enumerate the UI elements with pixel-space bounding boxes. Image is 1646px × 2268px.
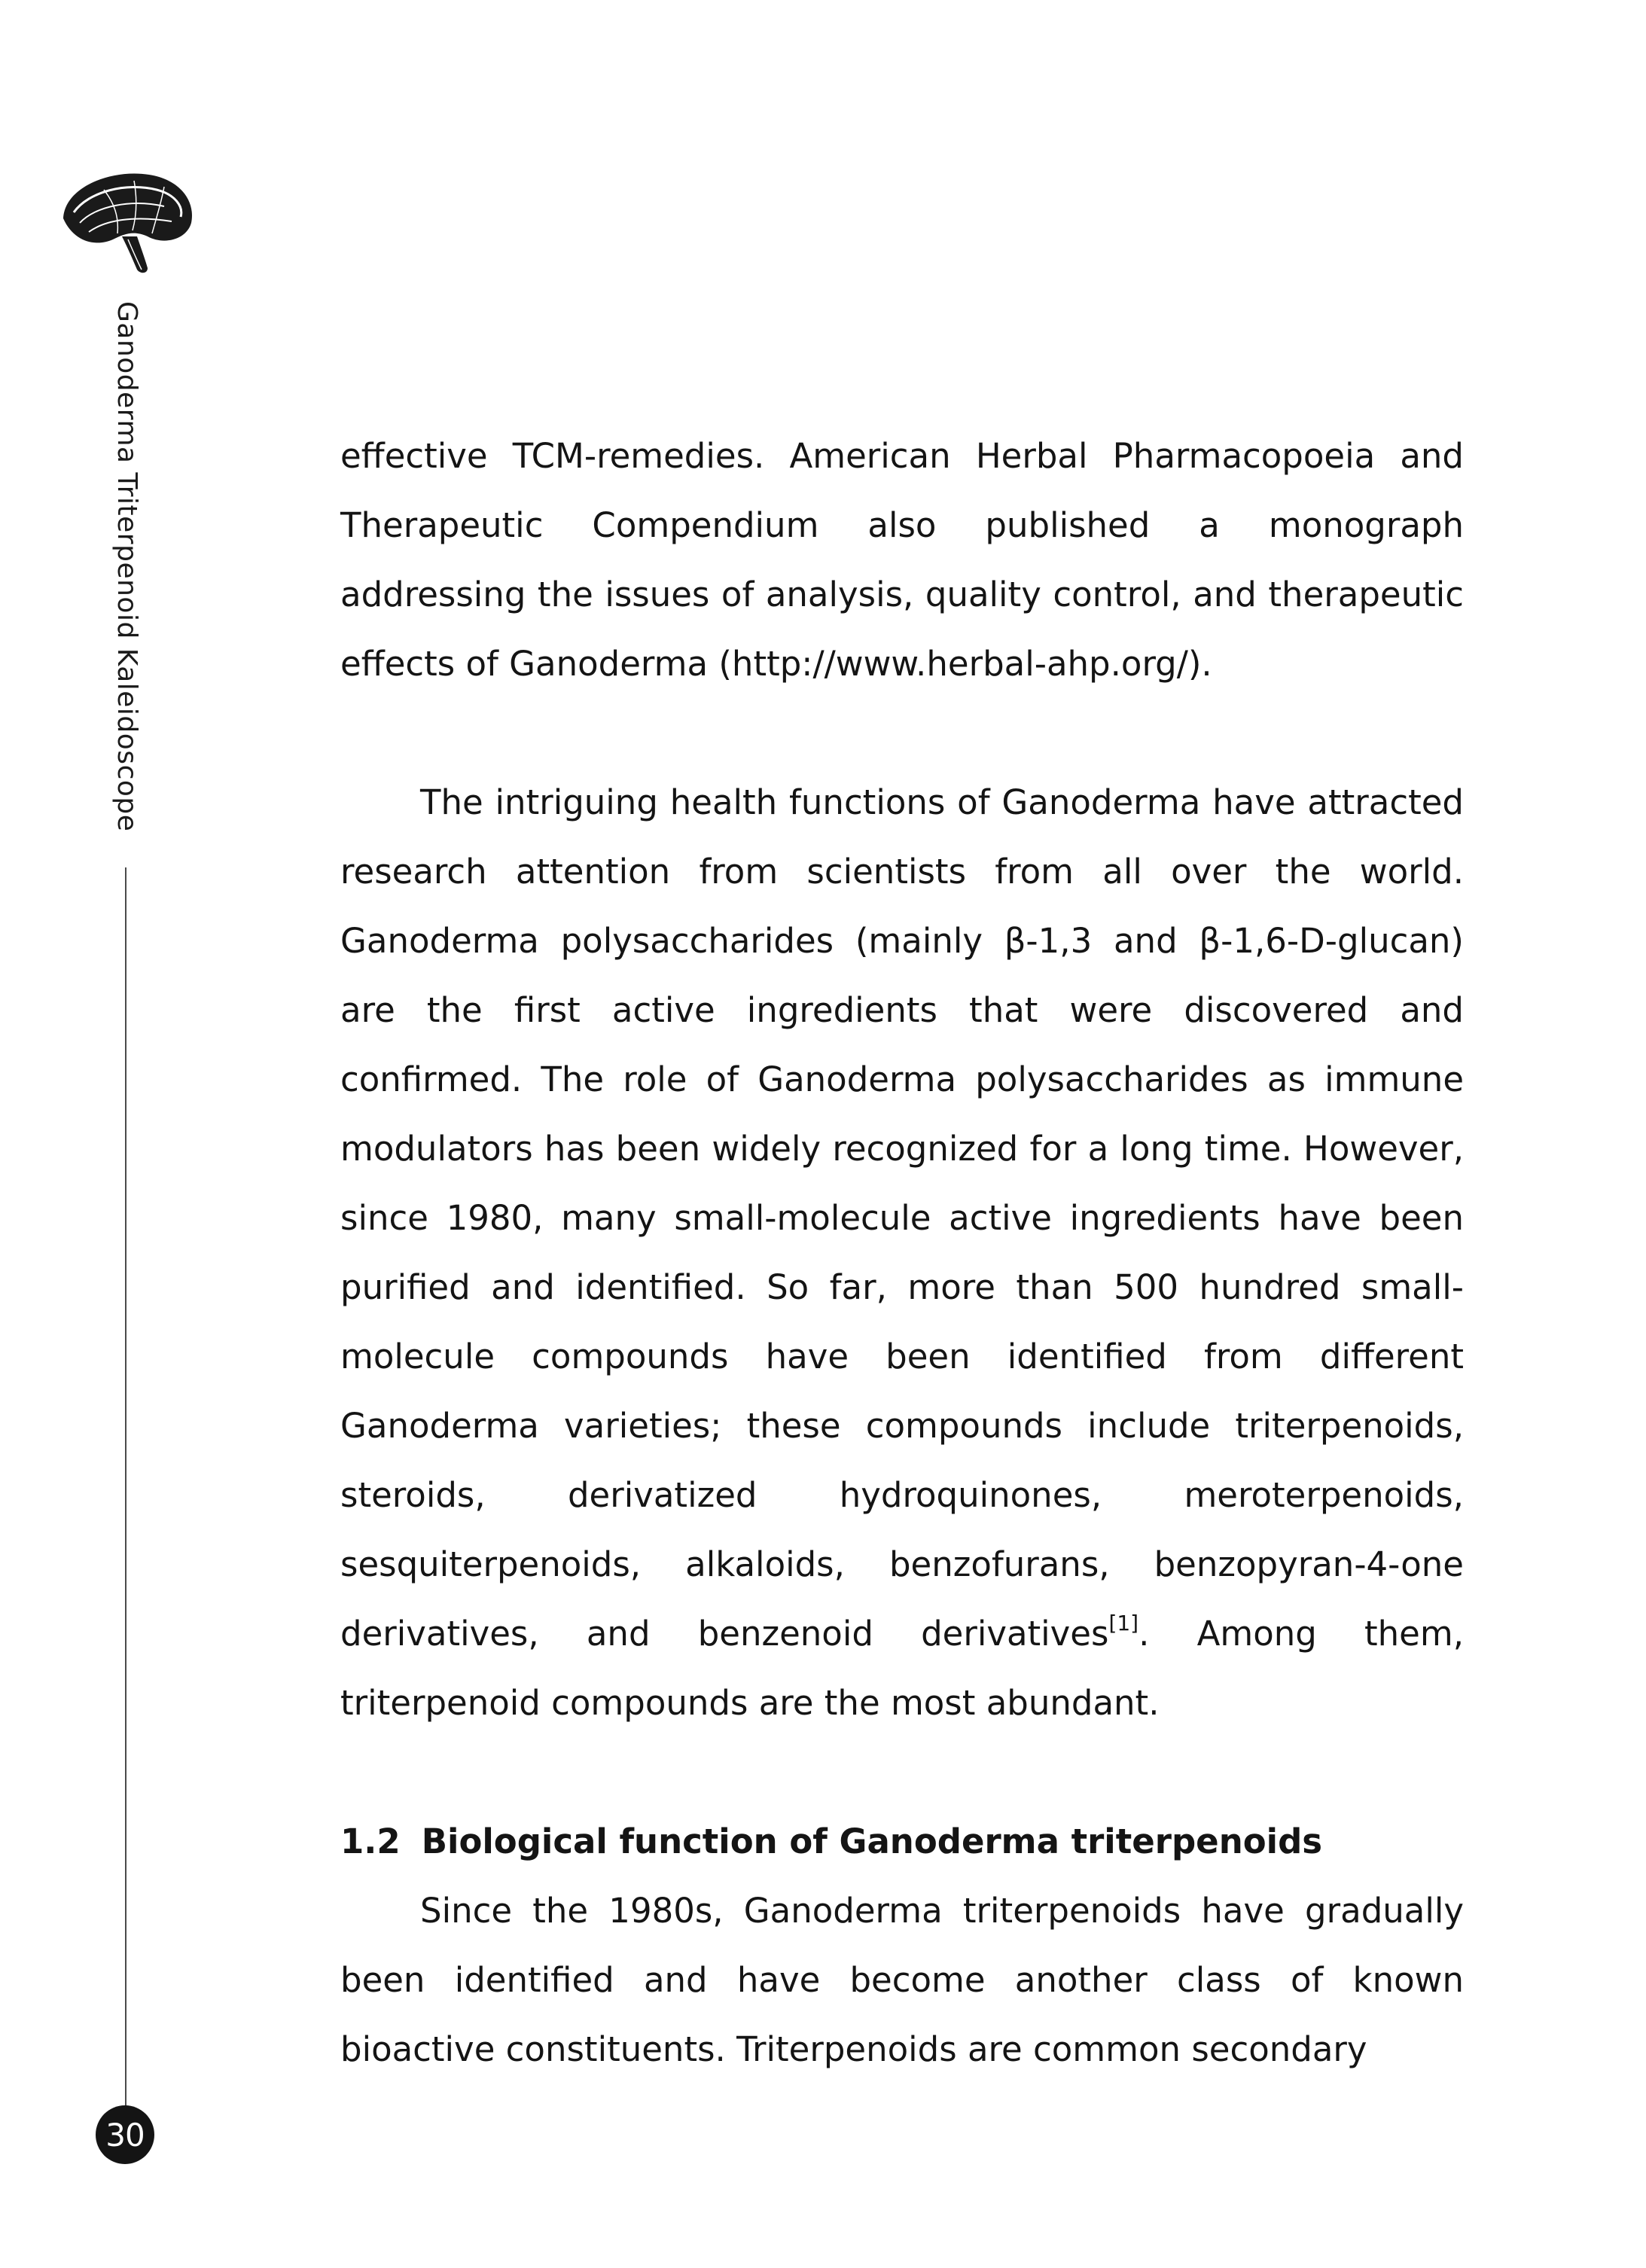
margin-rule <box>125 867 126 2117</box>
section-title: Biological function of Ganoderma triterpenoids <box>421 1821 1323 1861</box>
page-number: 30 <box>96 2105 154 2164</box>
section-heading <box>340 1807 1464 1876</box>
section-number: 1.2 <box>340 1821 401 1861</box>
paragraph-2 <box>340 768 1464 1738</box>
ganoderma-mushroom-logo-icon <box>59 164 197 277</box>
paragraph-2-text: The intriguing health functions of Ganoderma have attracted research attention from scientists from all over the world. Ganoderma polysaccharides (mainly β-1,3 and β-1,6-D-glucan) are the first active ingredients that were discovered and confirmed. The role of Ganoderma polysaccharides as immune modulators has been widely recognized for a long time. However, since 1980, many small-molecule active ingredients have been purified and identified. So far, more than 500 hundred small-molecule compounds have been identified from different Ganoderma varieties; these compounds include triterpenoids, steroids, derivatized hydroquinones, meroterpenoids, sesquiterpenoids, alkaloids, benzofurans, benzopyran-4-one derivatives, and benzenoid derivatives <box>340 782 1464 1654</box>
page-body <box>340 422 1464 2084</box>
paragraph-3: Since the 1980s, Ganoderma triterpenoids have gradually been identified and have become another class of known bioactive constituents. Triterpenoids are common secondary <box>340 1891 1464 2069</box>
paragraph-1: effective TCM-remedies. American Herbal Pharmacopoeia and Therapeutic Compendium also published a monograph addressing the issues of analysis, quality control, and therapeutic effects of Ganoderma (http://www.herbal-ahp.org/). <box>340 436 1464 684</box>
citation-ref: [1] <box>1108 1611 1139 1635</box>
paragraph-2-tail: . Among them, triterpenoid compounds are the most abundant. <box>340 1614 1464 1723</box>
running-title: Ganoderma Triterpenoid Kaleidoscope <box>111 301 142 832</box>
